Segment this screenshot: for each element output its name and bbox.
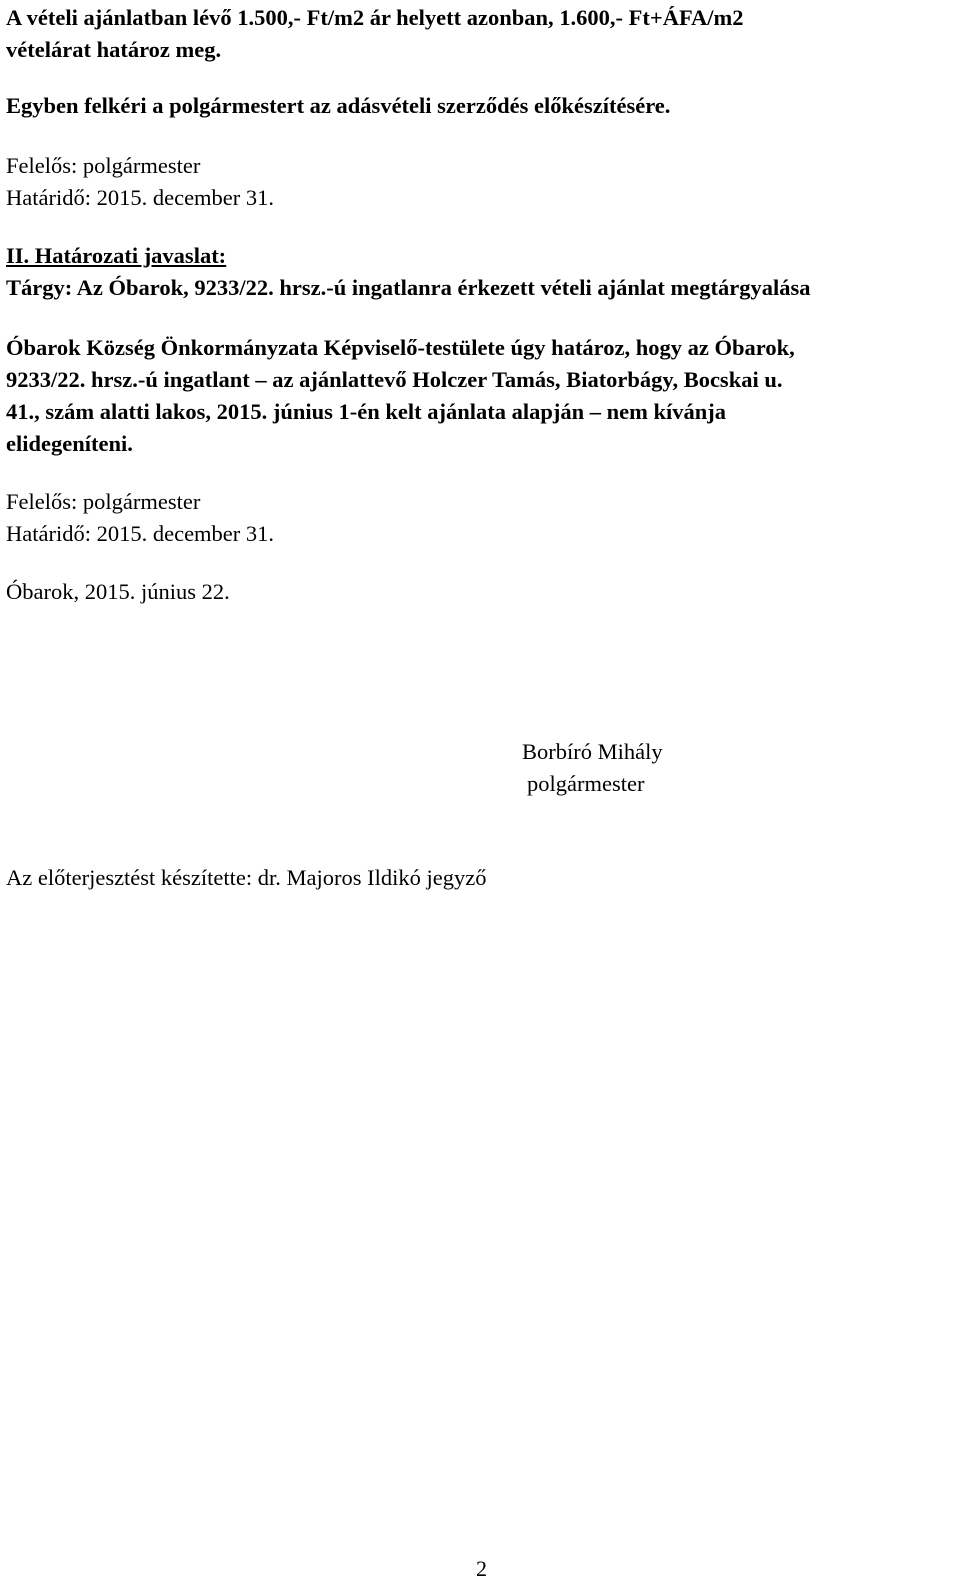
deadline-line-2: Határidő: 2015. december 31. <box>6 521 275 546</box>
intro-line-1: A vételi ajánlatban lévő 1.500,- Ft/m2 ár helyett azonban, 1.600,- Ft+ÁFA/m2 <box>6 5 744 30</box>
deadline-line: Határidő: 2015. december 31. <box>6 185 275 210</box>
resolution-line-2: 9233/22. hrsz.-ú ingatlant – az ajánlattevő Holczer Tamás, Biatorbágy, Bocskai u. <box>6 367 783 392</box>
subject-line: Tárgy: Az Óbarok, 9233/22. hrsz.-ú ingatlanra érkezett vételi ajánlat megtárgyalása <box>6 275 811 300</box>
page-number: 2 <box>476 1556 487 1581</box>
intro-line-2: vételárat határoz meg. <box>6 37 222 62</box>
signature-name: Borbíró Mihály <box>522 739 663 764</box>
resolution-line-1: Óbarok Község Önkormányzata Képviselő-testülete úgy határoz, hogy az Óbarok, <box>6 335 795 360</box>
responsible-line-2: Felelős: polgármester <box>6 489 201 514</box>
resolution-line-4: elidegeníteni. <box>6 431 133 456</box>
request-paragraph: Egyben felkéri a polgármestert az adásvételi szerződés előkészítésére. <box>6 93 671 118</box>
resolution-line-3: 41., szám alatti lakos, 2015. június 1-én kelt ajánlata alapján – nem kívánja <box>6 399 727 424</box>
place-date: Óbarok, 2015. június 22. <box>6 579 230 604</box>
section-heading: II. Határozati javaslat: <box>6 243 227 268</box>
signature-title: polgármester <box>527 771 645 796</box>
prepared-by: Az előterjesztést készítette: dr. Majoros Ildikó jegyző <box>6 865 487 890</box>
responsible-line: Felelős: polgármester <box>6 153 201 178</box>
